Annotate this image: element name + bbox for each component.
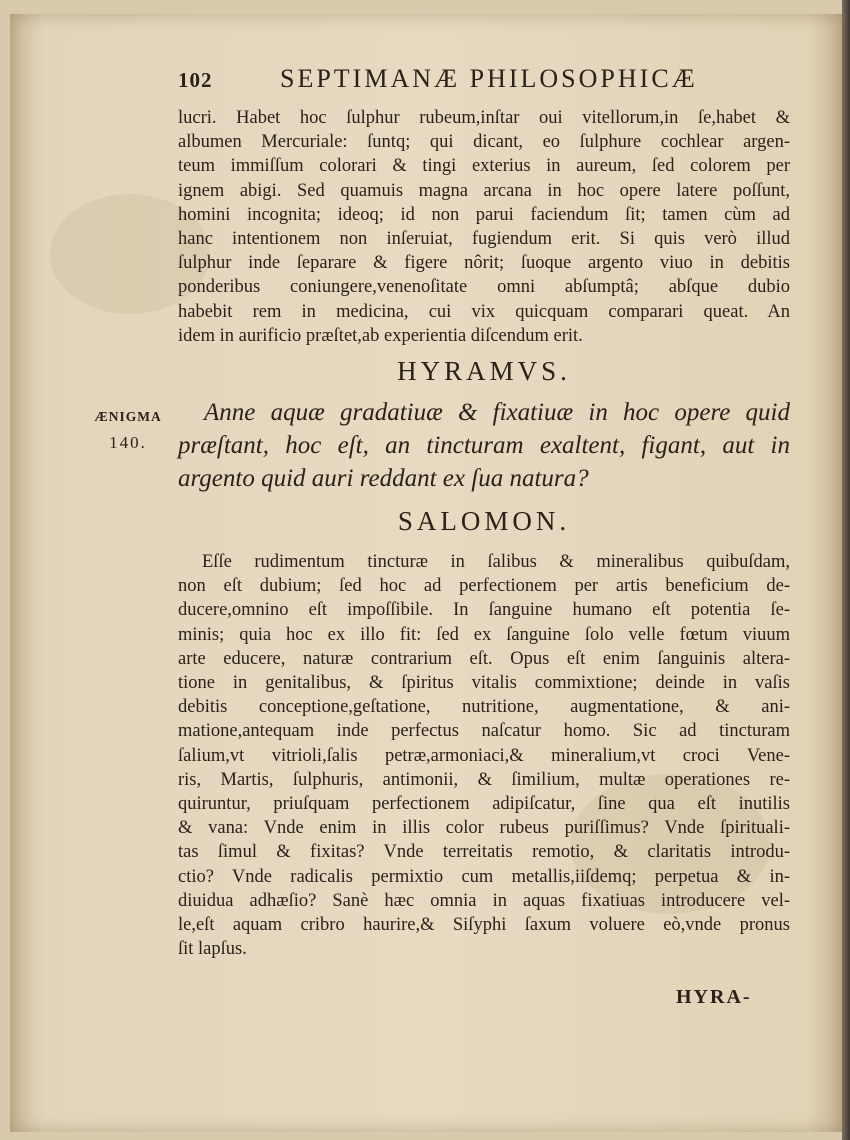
text-line: ſit lapſus. — [178, 939, 247, 960]
text-line: hanc intentionem non inſeruiat, fugiendum erit. Si quis verò illud — [178, 229, 790, 250]
text-line: arte educere, naturæ contrarium eſt. Opus eſt enim ſanguinis altera- — [178, 648, 790, 669]
text-line: minis; quia hoc ex illo fit: ſed ex ſanguine ſolo velle fœtum viuum — [178, 624, 790, 645]
text-line: le,eſt aquam cribro haurire,& Siſyphi ſaxum voluere eò,vnde pronus — [178, 915, 790, 936]
text-line: habebit rem in medicina, cui vix quicquam comparari queat. An — [178, 301, 790, 322]
paragraph-continued — [178, 106, 790, 348]
text-line: & vana: Vnde enim in illis color rubeus puriſſimus? Vnde ſpirituali- — [178, 818, 790, 839]
text-line: ducere,omnino eſt impoſſibile. In ſanguine humano eſt potentia ſe- — [178, 600, 790, 621]
text-line: lucri. Habet hoc ſulphur rubeum,inſtar oui vitellorum,in ſe,habet & — [178, 108, 790, 128]
text-line: teum immiſſum colorari & tingi exterius in aureum, ſed colorem per — [178, 156, 790, 177]
page-number: 102 — [178, 68, 213, 92]
text-line: diuidua adhæſio? Sanè hæc omnia in aquas fixatiuas introducere vel- — [178, 890, 790, 911]
page-header — [178, 64, 788, 98]
catchword: HYRA- — [676, 986, 752, 1008]
book-edge — [842, 0, 850, 1140]
text-line: ſulphur inde ſeparare & figere nôrit; ſuoque argento viuo in debitis — [178, 253, 790, 274]
text-line: albumen Mercuriale: ſuntq; qui dicant, eo ſulphure cochlear argen- — [178, 132, 790, 153]
text-line: Eſſe rudimentum tincturæ in ſalibus & mineralibus quibuſdam, — [202, 552, 790, 572]
text-line: quiruntur, priuſquam perfectionem adipiſcatur, ſine qua eſt inutilis — [178, 794, 790, 815]
text-line: matione,antequam inde perfectus naſcatur homo. Sic ad tincturam — [178, 721, 790, 742]
text-line: ſalium,vt vitrioli,ſalis petræ,armoniaci,& mineralium,vt croci Vene- — [178, 745, 790, 766]
text-line: ris, Martis, ſulphuris, antimonii, & ſimilium, multæ operationes re- — [178, 769, 790, 790]
text-line: tione in genitalibus, & ſpiritus vitalis commixtione; deinde in vaſis — [178, 673, 790, 694]
question-line: præſtant, hoc eſt, an tincturam exaltent, figant, aut in — [178, 432, 790, 459]
speaker-heading-hyramus: HYRAMVS. — [397, 356, 571, 386]
text-line: idem in aurificio præſtet,ab experientia diſcendum erit. — [178, 325, 583, 346]
text-line: homini incognita; ideoq; id non parui faciendum ſit; tamen cùm ad — [178, 204, 790, 225]
paragraph-answer — [178, 550, 790, 961]
text-line: ctio? Vnde radicalis permixtio cum metallis,iiſdemq; perpetua & in- — [178, 866, 790, 887]
text-line: ponderibus coniungere,venenoſitate omni abſumptâ; abſque dubio — [178, 277, 790, 298]
question-line: Anne aquæ gradatiuæ & fixatiuæ in hoc opere quid — [204, 399, 790, 426]
margin-note-number: 140. — [109, 433, 147, 452]
question-italic — [178, 396, 790, 495]
question-line: argento quid auri reddant ex ſua natura? — [178, 465, 589, 492]
text-line: non eſt dubium; ſed hoc ad perfectionem per artis beneficium de- — [178, 576, 790, 597]
running-title: SEPTIMANÆ PHILOSOPHICÆ — [280, 64, 698, 93]
text-line: debitis conceptione,geſtatione, nutritione, augmentatione, & ani- — [178, 697, 790, 718]
text-line: tas ſimul & fixitas? Vnde terreitatis remotio, & claritatis introdu- — [178, 842, 790, 863]
speaker-heading-salomon: SALOMON. — [397, 506, 571, 536]
text-line: ignem abigi. Sed quamuis magna arcana in hoc opere latere poſſunt, — [178, 180, 790, 201]
margin-note-label: ÆNIGMA — [94, 409, 162, 424]
